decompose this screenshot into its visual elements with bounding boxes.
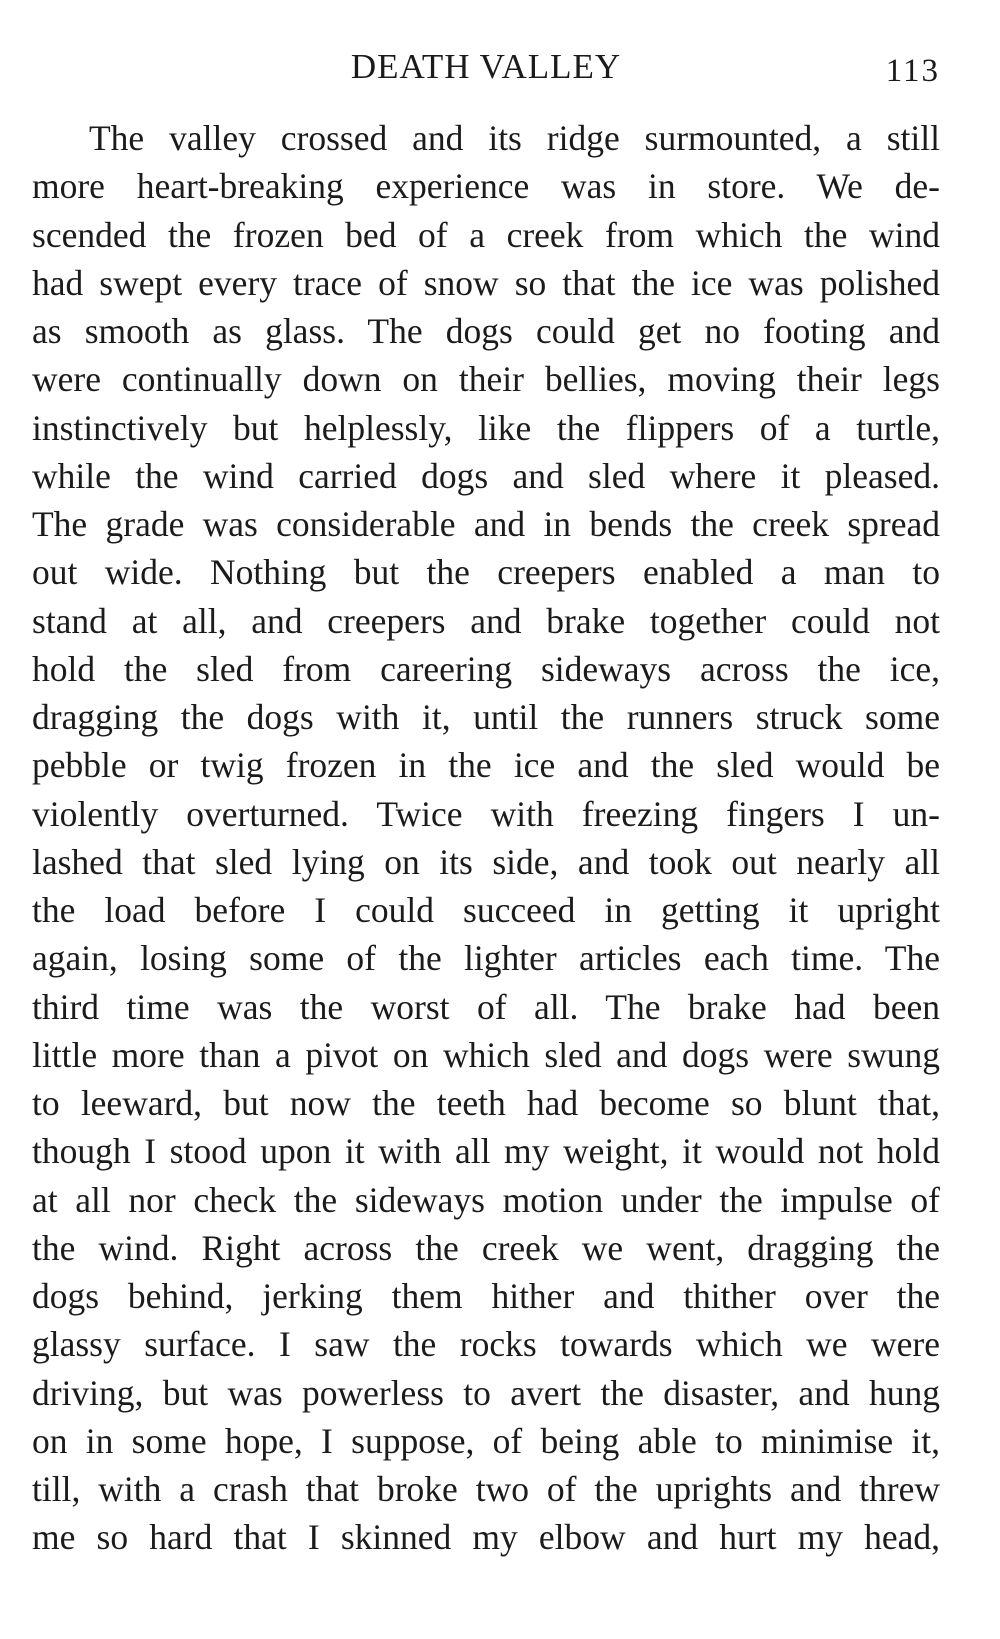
text-line: lashed that sled lying on its side, and took out nearly all	[32, 841, 940, 882]
text-line: were continually down on their bellies, moving their legs	[32, 359, 940, 400]
text-line: me so hard that I skinned my elbow and hurt my head,	[32, 1517, 940, 1558]
text-line: pebble or twig frozen in the ice and the sled would be	[32, 745, 940, 786]
text-line: violently overturned. Twice with freezing fingers I un-	[32, 793, 940, 834]
text-line: as smooth as glass. The dogs could get no footing and	[32, 311, 940, 351]
text-line: at all nor check the sideways motion under the impulse of	[32, 1179, 940, 1220]
text-line: scended the frozen bed of a creek from which the wind	[32, 214, 940, 255]
text-line: dragging the dogs with it, until the runners struck some	[32, 697, 940, 737]
text-line: the wind. Right across the creek we went, dragging the	[32, 1227, 940, 1268]
text-line: again, losing some of the lighter articles each time. The	[32, 938, 940, 979]
text-line: till, with a crash that broke two of the uprights and threw	[32, 1469, 940, 1509]
text-line: on in some hope, I suppose, of being able to minimise it,	[32, 1420, 940, 1461]
text-line: third time was the worst of all. The brake had been	[32, 986, 940, 1027]
page-number: 113	[885, 53, 940, 89]
text-line: glassy surface. I saw the rocks towards which we were	[32, 1324, 940, 1365]
text-line: little more than a pivot on which sled and dogs were swung	[32, 1034, 940, 1075]
text-line: dogs behind, jerking them hither and thither over the	[32, 1276, 940, 1316]
running-title: DEATH VALLEY	[350, 47, 622, 86]
text-line: though I stood upon it with all my weight, it would not hold	[32, 1131, 940, 1172]
text-line: driving, but was powerless to avert the disaster, and hung	[32, 1372, 940, 1413]
running-head	[32, 42, 940, 92]
text-line: had swept every trace of snow so that the ice was polished	[32, 262, 940, 303]
text-line: stand at all, and creepers and brake together could not	[32, 600, 940, 641]
text-line: hold the sled from careering sideways across the ice,	[32, 648, 940, 689]
text-line: more heart-breaking experience was in store. We de-	[32, 166, 940, 207]
text-line: to leeward, but now the teeth had become so blunt that,	[32, 1083, 940, 1123]
text-line: out wide. Nothing but the creepers enabled a man to	[32, 552, 940, 593]
text-line: instinctively but helplessly, like the flippers of a turtle,	[32, 407, 940, 448]
text-line: while the wind carried dogs and sled where it pleased.	[32, 455, 940, 496]
body-text	[32, 114, 940, 1562]
text-line: The valley crossed and its ridge surmounted, a still	[89, 118, 940, 158]
text-line: the load before I could succeed in getting it upright	[32, 890, 940, 930]
text-line: The grade was considerable and in bends the creek spread	[32, 504, 940, 544]
